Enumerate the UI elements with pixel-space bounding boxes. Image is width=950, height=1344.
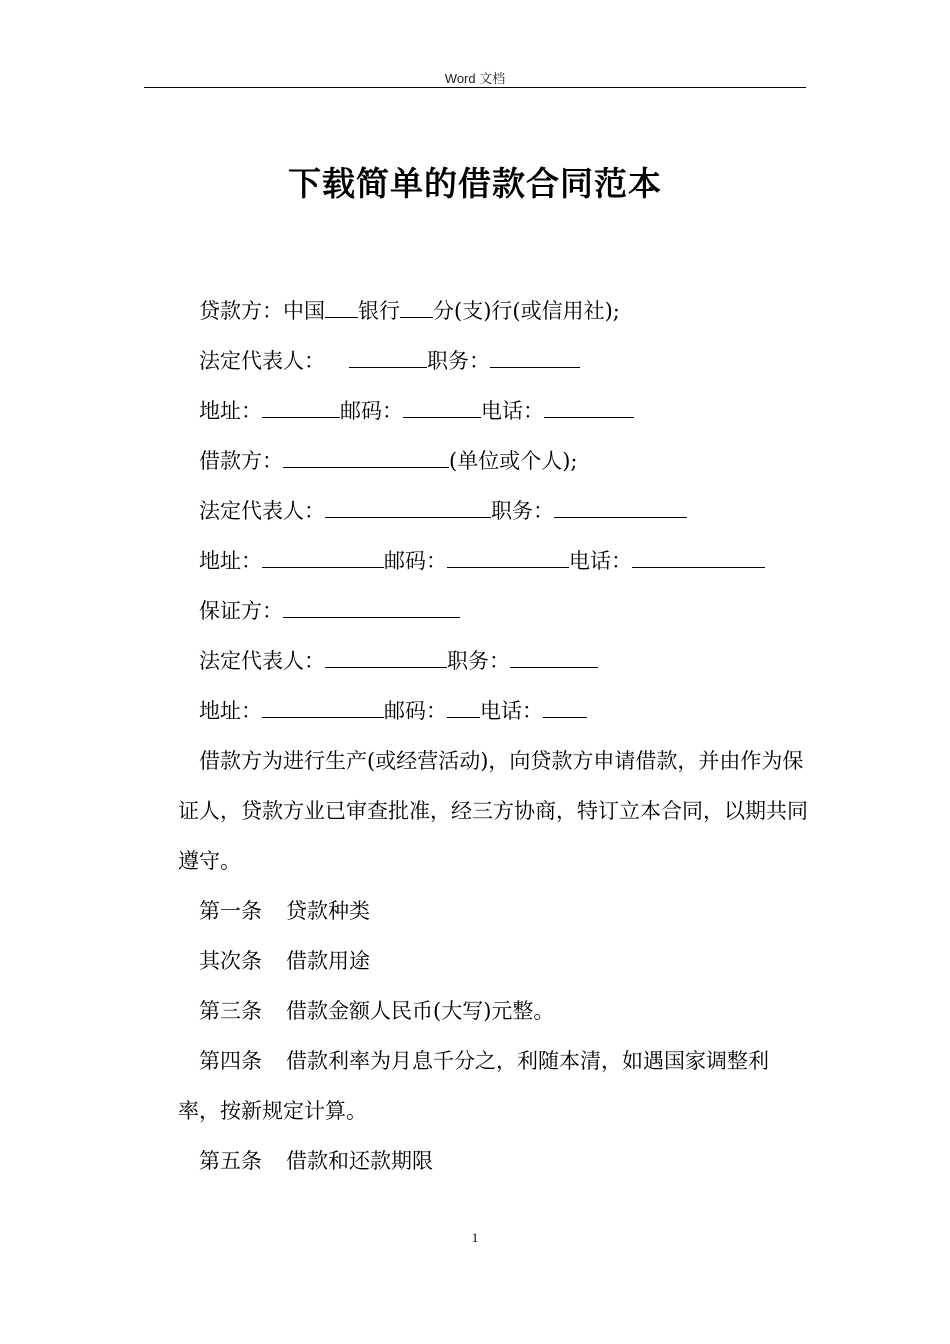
address-label: 地址： — [199, 699, 262, 723]
borrower-type-label: (单位或个人); — [449, 449, 578, 473]
article-2 — [178, 936, 808, 986]
branch-label: 分(支)行(或信用社); — [433, 299, 620, 323]
address-label: 地址： — [199, 399, 262, 423]
borrower-rep-line — [178, 486, 808, 536]
blank-field — [283, 449, 449, 468]
postcode-label: 邮码： — [384, 699, 447, 723]
blank-field — [490, 349, 580, 368]
blank-field — [543, 699, 587, 718]
guarantor-rep-line — [178, 636, 808, 686]
guarantor-address-line — [178, 686, 808, 736]
legal-rep-label: 法定代表人： — [199, 649, 325, 673]
blank-field — [349, 349, 427, 368]
article-number: 第三条 — [199, 999, 262, 1023]
blank-field — [325, 649, 447, 668]
article-number: 第五条 — [199, 1149, 262, 1173]
blank-field — [403, 399, 481, 418]
document-body — [178, 286, 808, 1186]
address-label: 地址： — [199, 549, 262, 573]
document-title: 下载简单的借款合同范本 — [288, 164, 662, 203]
lender-label: 贷款方：中国 — [199, 299, 325, 323]
article-1 — [178, 886, 808, 936]
legal-rep-label: 法定代表人： — [199, 499, 325, 523]
legal-rep-label: 法定代表人： — [199, 349, 325, 373]
phone-label: 电话： — [569, 549, 632, 573]
blank-field — [632, 549, 765, 568]
blank-field — [262, 699, 384, 718]
postcode-label: 邮码： — [384, 549, 447, 573]
blank-field — [262, 549, 384, 568]
phone-label: 电话： — [481, 399, 544, 423]
guarantor-label: 保证方： — [199, 599, 283, 623]
bank-label: 银行 — [358, 299, 400, 323]
blank-field — [554, 499, 687, 518]
article-4 — [178, 1036, 808, 1136]
position-label: 职务： — [427, 349, 490, 373]
article-number: 第四条 — [199, 1049, 262, 1073]
blank-field — [262, 399, 340, 418]
article-text: 借款金额人民币(大写)元整。 — [286, 999, 555, 1023]
blank-field — [544, 399, 634, 418]
article-3 — [178, 986, 808, 1036]
blank-field — [325, 499, 491, 518]
header-divider — [144, 87, 806, 88]
borrower-line — [178, 436, 808, 486]
guarantor-line — [178, 586, 808, 636]
intro-paragraph: 借款方为进行生产(或经营活动)，向贷款方申请借款，并由作为保证人，贷款方业已审查批准，经三方协商，特订立本合同，以期共同遵守。 — [178, 749, 808, 873]
lender-line — [178, 286, 808, 336]
article-text: 贷款种类 — [286, 899, 370, 923]
article-text: 借款利率为月息千分之，利随本清，如遇国家调整利率，按新规定计算。 — [178, 1049, 769, 1123]
blank-field — [510, 649, 598, 668]
blank-field — [283, 599, 460, 618]
borrower-label: 借款方： — [199, 449, 283, 473]
position-label: 职务： — [447, 649, 510, 673]
position-label: 职务： — [491, 499, 554, 523]
lender-address-line — [178, 386, 808, 436]
article-number: 其次条 — [199, 949, 262, 973]
page-header: Word 文档 — [444, 71, 506, 86]
article-text: 借款用途 — [286, 949, 370, 973]
article-text: 借款和还款期限 — [286, 1149, 433, 1173]
blank-field — [447, 549, 569, 568]
lender-rep-line — [178, 336, 808, 386]
blank-field — [400, 299, 433, 318]
borrower-address-line — [178, 536, 808, 586]
article-5 — [178, 1136, 808, 1186]
blank-field — [325, 299, 358, 318]
article-number: 第一条 — [199, 899, 262, 923]
phone-label: 电话： — [480, 699, 543, 723]
blank-field — [447, 699, 480, 718]
postcode-label: 邮码： — [340, 399, 403, 423]
page-number: 1 — [471, 1230, 479, 1245]
